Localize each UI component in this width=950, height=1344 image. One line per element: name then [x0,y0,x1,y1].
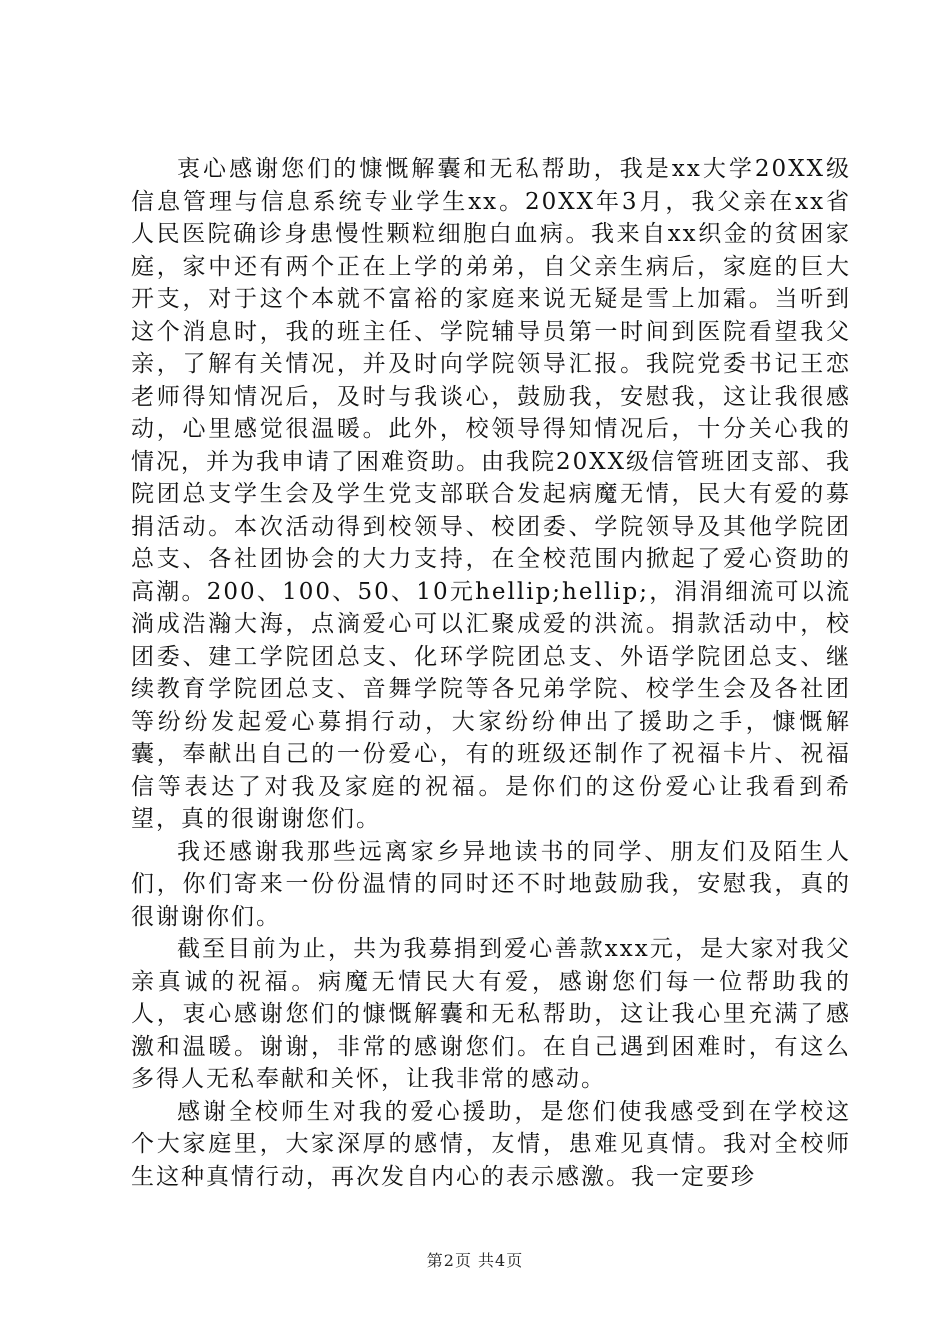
page-number-footer: 第2页 共4页 [426,1251,524,1270]
paragraph-3: 截至目前为止，共为我募捐到爱心善款xxx元，是大家对我父亲真诚的祝福。病魔无情民大有爱，感谢您们每一位帮助我的人，衷心感谢您们的慷慨解囊和无私帮助，这让我心里充满了感激和温暖。谢谢，非常的感谢您们。在自己遇到困难时，有这么多得人无私奉献和关怀，让我非常的感动。 [131,936,851,1092]
paragraph-4: 感谢全校师生对我的爱心援助，是您们使我感受到在学校这个大家庭里，大家深厚的感情，友情，患难见真情。我对全校师生这种真情行动，再次发自内心的表示感激。我一定要珍 [131,1098,851,1190]
paragraph-1: 衷心感谢您们的慷慨解囊和无私帮助，我是xx大学20XX级信息管理与信息系统专业学生xx。20XX年3月，我父亲在xx省人民医院确诊身患慢性颗粒细胞白血病。我来自xx织金的贫困家庭，家中还有两个正在上学的弟弟，自父亲生病后，家庭的巨大开支，对于这个本就不富裕的家庭来说无疑是雪上加霜。当听到这个消息时，我的班主任、学院辅导员第一时间到医院看望我父亲，了解有关情况，并及时向学院领导汇报。我院党委书记王恋老师得知情况后，及时与我谈心，鼓励我，安慰我，这让我很感动，心里感觉很温暖。此外，校领导得知情况后，十分关心我的情况，并为我申请了困难资助。由我院20XX级信管班团支部、我院团总支学生会及学生党支部联合发起病魔无情，民大有爱的募捐活动。本次活动得到校领导、校团委、学院领导及其他学院团总支、各社团协会的大力支持，在全校范围内掀起了爱心资助的高潮。200、100、50、10元hellip;hellip;，涓涓细流可以流淌成浩瀚大海，点滴爱心可以汇聚成爱的洪流。捐款活动中，校团委、建工学院团总支、化环学院团总支、外语学院团总支、继续教育学院团总支、音舞学院等各兄弟学院、校学生会及各社团等纷纷发起爱心募捐行动，大家纷纷伸出了援助之手，慷慨解囊，奉献出自己的一份爱心，有的班级还制作了祝福卡片、祝福信等表达了对我及家庭的祝福。是你们的这份爱心让我看到希望，真的很谢谢您们。 [131,156,852,832]
document-body [131,153,851,1193]
paragraph-2: 我还感谢我那些远离家乡异地读书的同学、朋友们及陌生人们，你们寄来一份份温情的同时还不时地鼓励我，安慰我，真的很谢谢你们。 [131,838,851,930]
